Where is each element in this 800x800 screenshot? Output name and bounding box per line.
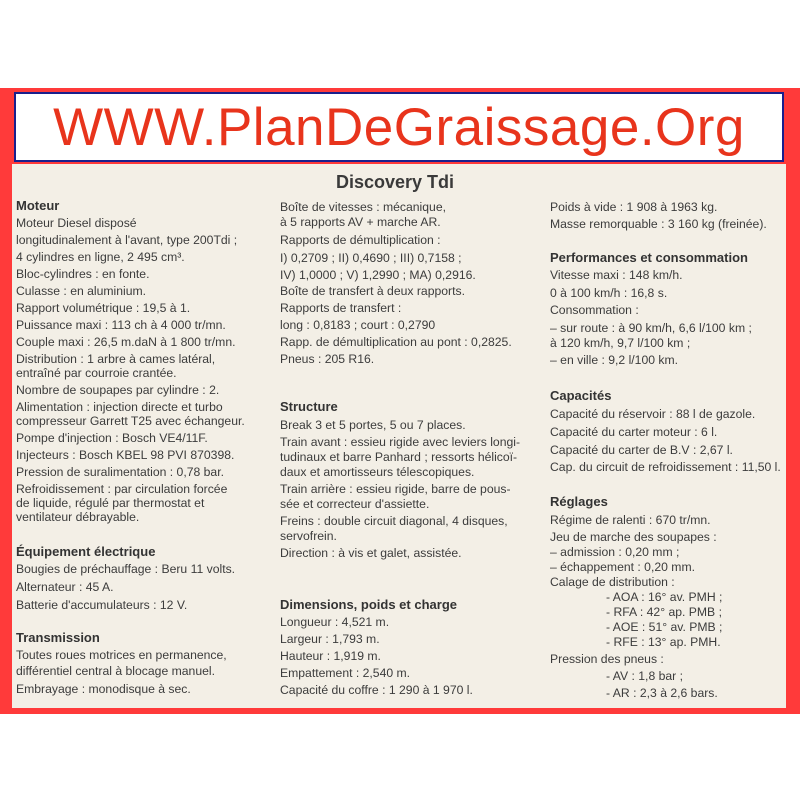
site-banner	[14, 92, 784, 162]
heading-reglages: Réglages	[550, 494, 608, 509]
text-line: Longueur : 4,521 m.	[280, 615, 390, 629]
text-line: daux et amortisseurs télescopiques.	[280, 465, 475, 479]
text-line: - RFE : 13° ap. PMH.	[606, 635, 721, 649]
text-line: Régime de ralenti : 670 tr/mn.	[550, 513, 711, 527]
text-line: Bloc-cylindres : en fonte.	[16, 267, 150, 281]
text-line: servofrein.	[280, 529, 337, 543]
text-line: Vitesse maxi : 148 km/h.	[550, 268, 683, 282]
text-line: Embrayage : monodisque à sec.	[16, 682, 191, 696]
banner-text: WWW.PlanDeGraissage.Org	[53, 97, 745, 157]
text-line: Pompe d'injection : Bosch VE4/11F.	[16, 431, 208, 445]
text-line: Pneus : 205 R16.	[280, 352, 375, 366]
text-line: Hauteur : 1,919 m.	[280, 649, 381, 663]
text-line: Rapport volumétrique : 19,5 à 1.	[16, 301, 191, 315]
text-line: Toutes roues motrices en permanence,	[16, 648, 227, 662]
text-line: Train arrière : essieu rigide, barre de pous-	[280, 482, 511, 496]
text-line: Capacité du carter de B.V : 2,67 l.	[550, 443, 733, 457]
spec-sheet	[12, 164, 786, 708]
text-line: ventilateur débrayable.	[16, 510, 140, 524]
text-line: Bougies de préchauffage : Beru 11 volts.	[16, 562, 236, 576]
text-line: - AV : 1,8 bar ;	[606, 669, 683, 683]
text-line: Direction : à vis et galet, assistée.	[280, 546, 462, 560]
text-line: Calage de distribution :	[550, 575, 675, 589]
text-line: Couple maxi : 26,5 m.daN à 1 800 tr/mn.	[16, 335, 236, 349]
text-line: Refroidissement : par circulation forcée	[16, 482, 228, 496]
text-line: à 120 km/h, 9,7 l/100 km ;	[550, 336, 691, 350]
text-line: Cap. du circuit de refroidissement : 11,50 l.	[550, 460, 781, 474]
heading-dimensions: Dimensions, poids et charge	[280, 597, 457, 612]
text-line: Capacité du réservoir : 88 l de gazole.	[550, 407, 756, 421]
text-line: Alternateur : 45 A.	[16, 580, 114, 594]
text-line: – en ville : 9,2 l/100 km.	[550, 353, 679, 367]
text-line: tudinaux et barre Panhard ; ressorts hélicoï-	[280, 450, 518, 464]
text-line: Freins : double circuit diagonal, 4 disques,	[280, 514, 508, 528]
text-line: sée et correcteur d'assiette.	[280, 497, 430, 511]
text-line: Pression des pneus :	[550, 652, 664, 666]
text-line: Pression de suralimentation : 0,78 bar.	[16, 465, 224, 479]
text-line: Batterie d'accumulateurs : 12 V.	[16, 598, 188, 612]
text-line: à 5 rapports AV + marche AR.	[280, 215, 441, 229]
text-line: - AR : 2,3 à 2,6 bars.	[606, 686, 718, 700]
text-line: Jeu de marche des soupapes :	[550, 530, 717, 544]
text-line: 0 à 100 km/h : 16,8 s.	[550, 286, 668, 300]
text-line: Capacité du coffre : 1 290 à 1 970 l.	[280, 683, 473, 697]
heading-equipement-electrique: Équipement électrique	[16, 544, 156, 559]
text-line: – échappement : 0,20 mm.	[550, 560, 695, 574]
text-line: différentiel central à blocage manuel.	[16, 664, 215, 678]
text-line: Moteur Diesel disposé	[16, 216, 137, 230]
text-line: compresseur Garrett T25 avec échangeur.	[16, 414, 245, 428]
text-line: Break 3 et 5 portes, 5 ou 7 places.	[280, 418, 466, 432]
text-line: Puissance maxi : 113 ch à 4 000 tr/mn.	[16, 318, 226, 332]
text-line: Culasse : en aluminium.	[16, 284, 147, 298]
text-line: Poids à vide : 1 908 à 1963 kg.	[550, 200, 718, 214]
text-line: Rapports de démultiplication :	[280, 233, 441, 247]
text-line: Largeur : 1,793 m.	[280, 632, 380, 646]
text-line: de liquide, régulé par thermostat et	[16, 496, 205, 510]
text-line: Boîte de transfert à deux rapports.	[280, 284, 465, 298]
text-line: – sur route : à 90 km/h, 6,6 l/100 km ;	[550, 321, 752, 335]
heading-capacites: Capacités	[550, 388, 612, 403]
text-line: Boîte de vitesses : mécanique,	[280, 200, 446, 214]
text-line: Nombre de soupapes par cylindre : 2.	[16, 383, 220, 397]
text-line: Rapports de transfert :	[280, 301, 402, 315]
heading-transmission: Transmission	[16, 630, 100, 645]
text-line: - RFA : 42° ap. PMB ;	[606, 605, 722, 619]
text-line: - AOA : 16° av. PMH ;	[606, 590, 723, 604]
text-line: Train avant : essieu rigide avec leviers longi-	[280, 435, 521, 449]
text-line: I) 0,2709 ; II) 0,4690 ; III) 0,7158 ;	[280, 251, 462, 265]
heading-performances: Performances et consommation	[550, 250, 748, 265]
text-line: Masse remorquable : 3 160 kg (freinée).	[550, 217, 767, 231]
text-line: entraîné par courroie crantée.	[16, 366, 177, 380]
text-line: - AOE : 51° av. PMB ;	[606, 620, 723, 634]
text-line: long : 0,8183 ; court : 0,2790	[280, 318, 436, 332]
page-title: Discovery Tdi	[336, 172, 455, 192]
heading-moteur: Moteur	[16, 198, 60, 213]
text-line: longitudinalement à l'avant, type 200Tdi ;	[16, 233, 238, 247]
text-line: Empattement : 2,540 m.	[280, 666, 411, 680]
text-line: Injecteurs : Bosch KBEL 98 PVI 870398.	[16, 448, 235, 462]
text-line: IV) 1,0000 ; V) 1,2990 ; MA) 0,2916.	[280, 268, 476, 282]
text-line: Distribution : 1 arbre à cames latéral,	[16, 352, 216, 366]
heading-structure: Structure	[280, 399, 338, 414]
text-line: – admission : 0,20 mm ;	[550, 545, 680, 559]
text-line: 4 cylindres en ligne, 2 495 cm³.	[16, 250, 185, 264]
text-line: Rapp. de démultiplication au pont : 0,2825.	[280, 335, 512, 349]
text-line: Alimentation : injection directe et turbo	[16, 400, 223, 414]
text-line: Capacité du carter moteur : 6 l.	[550, 425, 718, 439]
text-line: Consommation :	[550, 303, 639, 317]
